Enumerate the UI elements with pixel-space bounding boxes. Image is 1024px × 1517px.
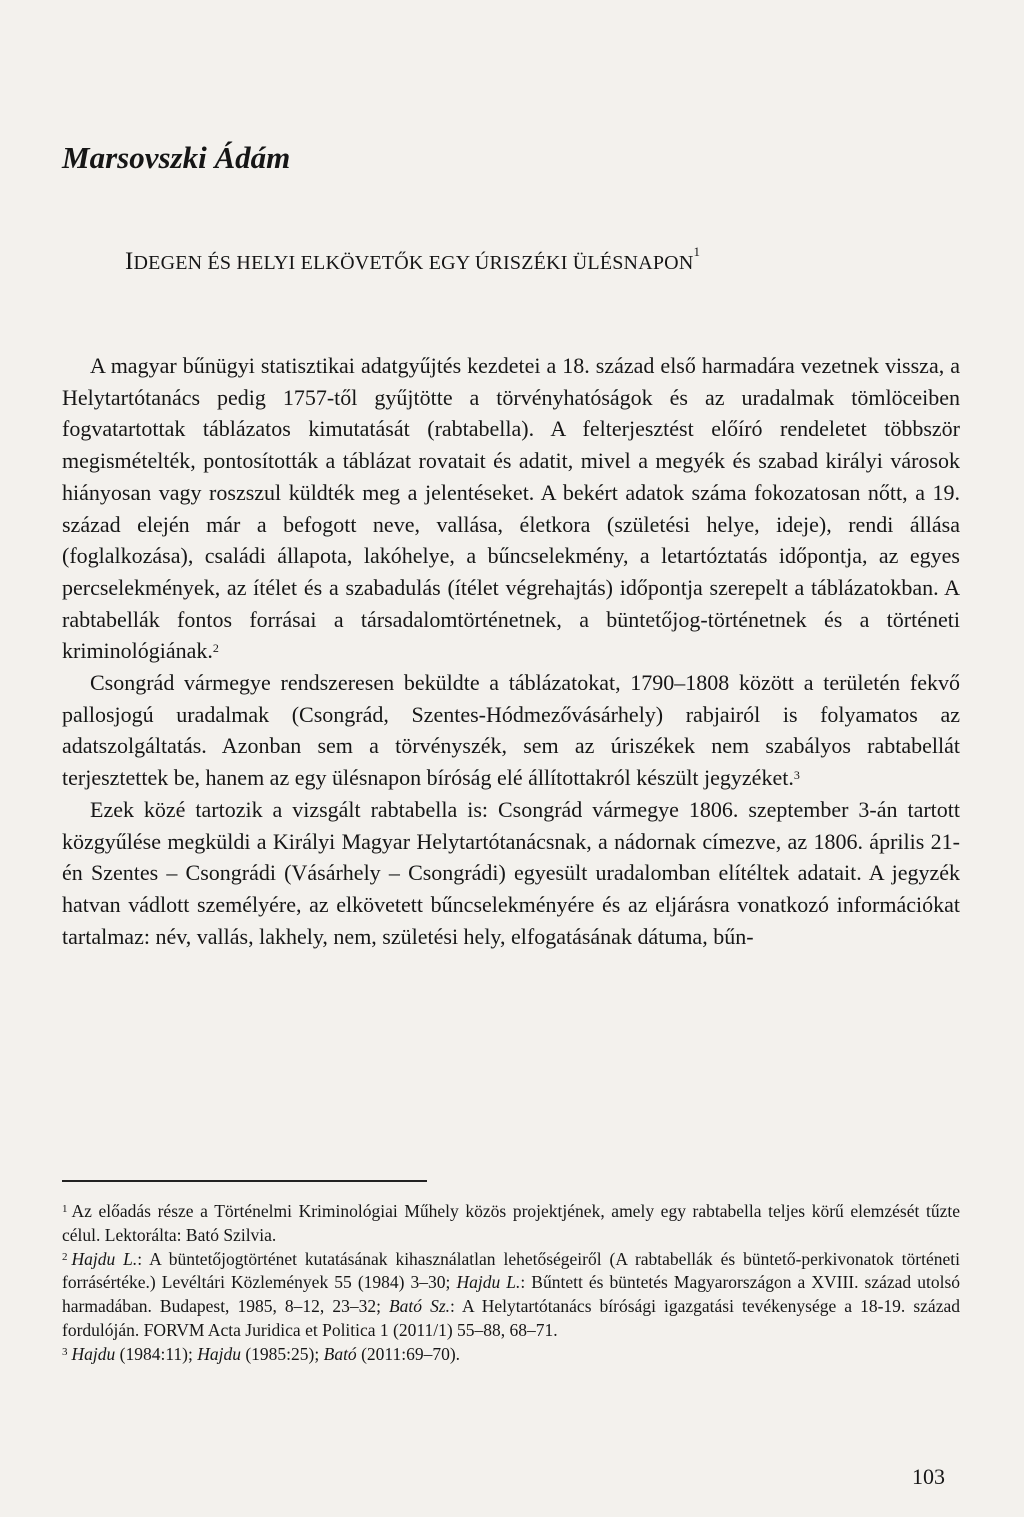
italic-text: Hajdu L. xyxy=(71,1248,138,1269)
title-rest: DEGEN ÉS HELYI ELKÖVETŐK EGY ÚRISZÉKI ÜLÉSNAPON xyxy=(133,252,694,274)
footnote-number: 3 xyxy=(62,1345,68,1358)
footnote xyxy=(62,1200,960,1248)
italic-text: Bató xyxy=(323,1343,357,1364)
footnote-number: 1 xyxy=(62,1203,68,1215)
footnote-ref: 3 xyxy=(793,768,800,783)
text-run: Ezek közé tartozik a vizsgált rabtabella is: Csongrád vármegye 1806. szeptember 3-án tartott közgyűlése megküldi a Királyi Magyar Helytartótanácsnak, a nádornak címezve, az 1806. április 21-én Szentes – Csongrádi (Vásárhely – Csongrádi) egyesült uradalomban elítéltek adatait. A jegyzék hatvan vádlott személyére, az elkövetett bűncselekményére és az eljárásra vonatkozó információkat tartalmaz: név, vallás, lakhely, nem, születési hely, elfogatásának dátuma, bűn- xyxy=(62,796,960,949)
text-run: (1984:11); xyxy=(115,1343,198,1364)
text-run: (1985:25); xyxy=(240,1343,324,1364)
italic-text: Bató Sz. xyxy=(388,1296,451,1317)
text-run: (2011:69–70). xyxy=(356,1343,461,1364)
footnote-number: 2 xyxy=(62,1250,68,1263)
footnote xyxy=(62,1248,960,1343)
text-run: : A büntetőjogtörténet kutatásának kihasználatlan lehetőségeiről (A rabtabellák és büntető-perkivonatok történeti forrásértéke.) Levéltári Közlemények 55 (1984) 3–30; xyxy=(62,1248,960,1293)
title-initial: I xyxy=(125,248,134,275)
footnotes xyxy=(62,1200,960,1367)
italic-text: Hajdu L. xyxy=(456,1272,521,1293)
italic-text: Hajdu xyxy=(71,1343,116,1364)
text-run: : A Helytartótanács bírósági igazgatási tevékenysége a 18-19. század fordulóján. FORVM Acta Juridica et Politica 1 (2011/1) 55–88, 68–71. xyxy=(62,1296,960,1340)
article-title xyxy=(125,244,701,276)
text-run: : Bűntett és büntetés Magyarországon a XVIII. század utolsó harmadában. Budapest, 1985, 8–12, 23–32; xyxy=(62,1272,961,1317)
author-name: Marsovszki Ádám xyxy=(62,140,291,175)
text-run: A magyar bűnügyi statisztikai adatgyűjtés kezdetei a 18. század első harmadára vezetnek vissza, a Helytartótanács pedig 1757-től gyűjtötte a törvényhatóságok és az uradalmak tömlöceiben fogvatartottak táblázatos kimutatását (rabtabella). A felterjesztést előíró rendeletet többször megismételték, pontosították a táblázat rovatait és adatit, mivel a megyék és szabad királyi városok hiányosan vagy roszszul küldték meg a jelentéseket. A bekért adatok száma fokozatosan nőtt, a 19. század elején már a befogott neve, vallása, életkora (születési helye, ideje), rendi állása (foglalkozása), családi állapota, lakóhelye, a bűncselekmény, a letartóztatás időpontja, az egyes percselekmények, az ítélet és a szabadulás (ítélet végrehajtás) időpontja szerepelt a táblázatokban. A rabtabellák fontos forrásai a társadalomtörténetnek, a büntetőjog-történetnek és a történeti kriminológiának. xyxy=(62,353,960,664)
page-number: 103 xyxy=(912,1464,945,1489)
footnote xyxy=(62,1343,960,1367)
text-run: Az előadás része a Történelmi Kriminológiai Műhely közös projektjének, amely egy rabtabella teljes körű elemzését tűzte célul. Lektorálta: Bató Szilvia. xyxy=(62,1201,960,1245)
footnote-separator xyxy=(62,1180,427,1182)
title-footnote-ref: 1 xyxy=(693,244,701,259)
footnote-ref: 2 xyxy=(212,641,219,656)
paragraph xyxy=(62,794,960,953)
paragraph xyxy=(62,667,960,794)
article-body xyxy=(62,350,960,952)
italic-text: Hajdu xyxy=(197,1343,241,1364)
paragraph xyxy=(62,350,960,667)
text-run: Csongrád vármegye rendszeresen beküldte a táblázatokat, 1790–1808 között a területén fekvő pallosjogú uradalmak (Csongrád, Szentes-Hódmezővásárhely) rabjairól is folyamatos az adatszolgáltatás. Azonban sem a törvényszék, sem az úriszékek nem szabályos rabtabellát terjesztettek be, hanem az egy ülésnapon bíróság elé állítottakról készült jegyzéket. xyxy=(62,670,960,791)
